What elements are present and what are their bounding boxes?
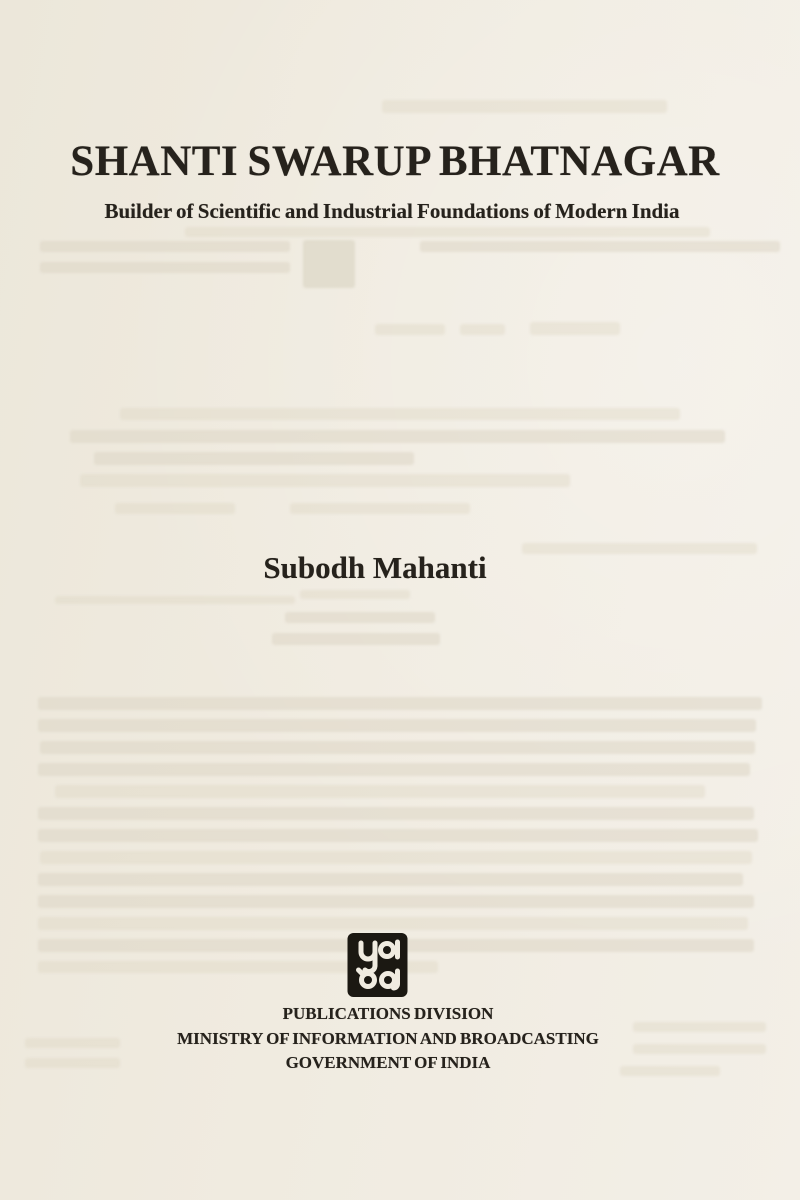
bleedthrough-line (38, 873, 743, 886)
bleedthrough-line (55, 596, 295, 604)
bleedthrough-line (530, 322, 620, 335)
book-subtitle: Builder of Scientific and Industrial Foundations of Modern India (104, 199, 680, 223)
bleedthrough-line (40, 262, 290, 273)
imprint-line-publisher: PUBLICATIONS DIVISION (282, 1004, 494, 1023)
bleedthrough-line (115, 503, 235, 514)
bleedthrough-line (40, 851, 752, 864)
bleedthrough-line (38, 697, 762, 710)
bleedthrough-logo-square (303, 240, 355, 288)
publisher-emblem-icon (347, 931, 408, 999)
bleedthrough-line (70, 430, 725, 443)
bleedthrough-line (285, 612, 435, 623)
imprint-line-government: GOVERNMENT OF INDIA (285, 1053, 491, 1072)
bleedthrough-line (94, 452, 414, 465)
bleedthrough-line (38, 763, 750, 776)
imprint-block (0, 1002, 788, 1076)
publications-division-logo (347, 931, 408, 999)
bleedthrough-line (185, 227, 710, 237)
bleedthrough-line (80, 474, 570, 487)
bleedthrough-line (300, 590, 410, 599)
bleedthrough-line (38, 829, 758, 842)
bleedthrough-line (290, 503, 470, 514)
bleedthrough-line (460, 324, 505, 335)
bleedthrough-line (40, 241, 290, 252)
bleedthrough-line (40, 741, 755, 754)
bleedthrough-line (38, 719, 756, 732)
bleedthrough-line (120, 408, 680, 420)
bleedthrough-line (272, 633, 440, 645)
bleedthrough-line (38, 895, 754, 908)
bleedthrough-line (38, 917, 748, 930)
imprint-line-ministry: MINISTRY OF INFORMATION AND BROADCASTING (177, 1028, 599, 1048)
bleedthrough-line (420, 241, 780, 252)
bleedthrough-line (55, 785, 705, 798)
author-name: Subodh Mahanti (263, 550, 487, 585)
book-title: SHANTI SWARUP BHATNAGAR (70, 138, 720, 185)
bleedthrough-line (382, 100, 667, 113)
bleedthrough-line (38, 807, 754, 820)
bleedthrough-line (375, 324, 445, 335)
